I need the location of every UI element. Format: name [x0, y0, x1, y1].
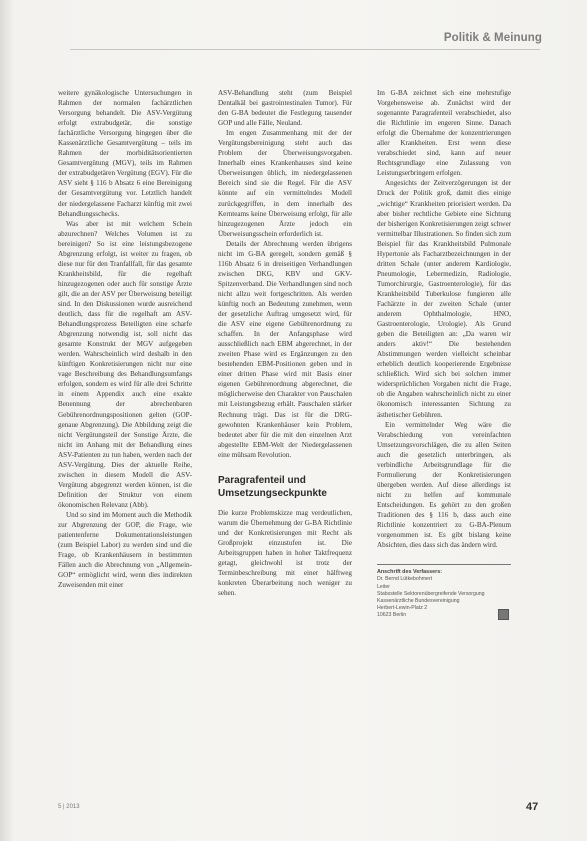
paragraph: Ein vermittelnder Weg wäre die Verabschiedung von vereinfachten Umsetzungsvorschlägen, die zu allen Seiten auch die gesetzlich unterbringen, als verbindliche Arbeitsgrundlage für die Formulierung der Konkretisierungen übergeben werden. Auf diese allerdings ist nicht zu helfen auf kommunale Entscheidungen. Es gehört zu den großen Traditionen des § 116 b, dass auch eine Richtlinie konzentriert zu G-BA-Plenum vorgenommen ist. Es gibt bislang keine Absichten, dies dass sich das ändern wird.	[377, 420, 511, 550]
paragraph: Die kurze Problemskizze mag verdeutlichen, warum die Übernehmung der G-BA Richtlinie und der Konkretisierungen mit Recht als Großprojekt einzustufen ist. Die Arbeitsgruppen haben in hoher Taktfrequenz getagt, gleichwohl ist trotz der Terminbeschreibung mit einer hälftweg konkreten Überarbeitung noch weniger zu sehen.	[218, 508, 352, 598]
paragraph: Und so sind im Moment auch die Methodik zur Abgrenzung der GOP, die Frage, wie patientenferne Dokumentationsleistungen (zum Beispiel Labor) zu werden sind und die Frage, ob Krankenhäusern in bestimmten Fällen auch die Abrechnung von „Allgemein-GOP“ ermöglicht wird, wenn dies indirekten Zuweisenden mit einer	[58, 510, 192, 590]
paragraph: Details der Abrechnung werden übrigens nicht im G-BA geregelt, sondern gemäß § 116b Absatz 6 in dreiseitigen Verhandlungen zwischen DKG, KBV und GKV-Spitzenverband. Die Verhandlungen sind noch nicht allzu weit fortgeschritten. Als werden künftig noch an Bedeutung zunehmen, wenn der gesetzliche Auftrag umgesetzt wird, für die ASV eine eigene Gebührenordnung zu schaffen. In der Anfangsphase wird ausschließlich nach EBM abgerechnet, in der zweiten Phase wird es Ergänzungen zu den bestehenden EBM-Positionen geben und in einer dritten Phase wird mit Basis einer eigenen Gebührenordnung abgerechnet, die möglicherweise den Charakter von Pauschalen mit Leistungsbezug erhält. Pauschalen stärker Rechnung trägt. Das ist für die DRG-gewohnten Krankenhäuser kein Problem, bedeutet aber für die mit den einzelnen Arzt abgestellte EBM-Welt der Niedergelassenen eine mühsam Revolution.	[218, 239, 352, 459]
author-address-line: Leiter	[377, 583, 390, 590]
author-address-line: Stabsstelle Sektorenübergreifende Versorgung	[377, 590, 485, 597]
author-address-title: Anschrift des Verfassers:	[377, 569, 443, 576]
section-subheading: Paragrafenteil und Umsetzungseckpunkte	[218, 474, 327, 499]
qr-code-icon	[498, 609, 509, 620]
page-number: 47	[526, 801, 539, 813]
paragraph: Was aber ist mit welchem Schein abzurechnen? Welches Volumen ist zu bereinigen? So ist eine leistungsbezogene Abgrenzung erfolgt, ist weiter zu fragen, ob diese nur für den Tranfallfall, für das gesamte Krankheitsbild, für die regelhaft hinzugezogenen oder auch für sonstige Ärzte gilt, die an der ASV per Überweisung beteiligt sind. In den Diskussionen wurde ausreichend deutlich, dass für die regelhaft am ASV-Behandlungsprozess Beteiligten eine scharfe Abgrenzung notwendig ist, soll nicht das gesamte Konstrukt der MGV aufgegeben werden. Wahrscheinlich wird deshalb in den künftigen Konkretisierungen nicht nur eine vage Beschreibung des Behandlungsumfangs erfolgen, sondern es wird für alle drei Schritte in einem Appendix auch eine exakte Benennung der abrechenbaren Gebührenordnungspositionen gelten (GOP-genaue Abgrenzung). Die Abbildung zeigt die nicht Vergütungsteil der Sonstige Ärzte, die nicht im Anhang mit der Behandlung eines ASV-Patienten zu tun haben, werden nach der ASV-Vergütung. Dies der aktuelle Reihe, zwischen in diesem Modell die ASV-Vergütung abgegrenzt werden können, ist die Definition der Struktur von einem ökonomischen Relevanz (Abb).	[58, 219, 192, 509]
author-address-line: Herbert-Lewin-Platz 2	[377, 605, 428, 612]
author-address-line: Kassenärztliche Bundesvereinigung	[377, 597, 460, 604]
paragraph: Im G-BA zeichnet sich eine mehrstufige Vorgehensweise ab. Zunächst wird der sogenannte Paragrafenteil verabschiedet, also die Richtlinie im engeren Sinne. Danach erfolgt die Übernahme der konzentrierungen aller Krankheiten. Erst wenn diese verabschiedet sind, kann auf neuer Rechtsgrundlage eine Zulassung von Leistungserbringern erfolgen.	[377, 89, 511, 178]
section-header	[352, 27, 542, 49]
author-address-box	[377, 564, 511, 619]
text-column-1	[58, 88, 192, 590]
header-divider	[70, 49, 540, 50]
text-column-2	[218, 88, 352, 598]
paragraph: ASV-Behandlung steht (zum Beispiel Dentalkäl bei gastrointestinalen Tumor). Für den G-BA bedeutet die Festlegung tausender GOP und alle Fälle, Neuland.	[218, 89, 352, 128]
paragraph: Im engen Zusammenhang mit der der Vergütungsbereinigung steht auch das Problem der Überweisungsvorgaben. Innerhalb eines Krankenhauses sind keine Überweisungen üblich, im niedergelassenen Bereich sind sie die Regel. Für die ASV könnte auf ein vermittelndes Modell zurückgegriffen, in dem innerhalb des Kernteams keine Überweisung erfolgt, für alle hinzugezogenen Ärzte jedoch ein Überweisungsschein erforderlich ist.	[218, 129, 352, 238]
author-address-line: 10623 Berlin	[377, 612, 407, 619]
issue-label: 5 | 2013	[58, 804, 80, 810]
text-column-3	[377, 88, 511, 620]
paragraph: Angesichts der Zeitverzögerungen ist der Druck der Politik groß, damit dies einige „wichtige“ Krankheiten priorisiert werden. Da aber bisher rechtliche Gebiete eine Sichtung der bisherigen Konkretisierungen zeigt schwer vermittelbar Illustrationen. So finden sich zum Beispiel für das Krankheitsbild Pulmonale Hypertonie als Facharztbezeichnungen in der dritten Schale (unter anderem Kardiologie, Pneumologie, Lebermedizin, Radiologie, Tumorchirurgie, Gastroenterologie), für das Krankheitsbild Tuberkulose fungieren alle Fachärzte in der zweiten Schale (unter anderem Ophthalmologie, HNO, Gastroenterologie, Urologie). Als Grund geben die Beteiligten an: „Da waren wir anders aktiv!“ Die bestehenden Abstimmungen werden vielleicht scheinbar erheblich deutlich kooperierende Ergebnisse schließlich. Wird sich bei solchen immer widersprüchlichen Vorgaben nicht die Frage, ob die Angaben wahrscheinlich nicht zu einer ökonomisch interessanten Sichtung zu ästhetischer Gebühren.	[377, 179, 511, 419]
author-address-line: Dr. Bernd Lütkebohmert	[377, 576, 433, 583]
section-title: Politik & Meinung	[443, 32, 542, 44]
paragraph: weitere gynäkologische Untersuchungen in Rahmen der normalen fachärztlichen Versorgung behandelt. Die ASV-Vergütung erfolgt extrabudgetär, die sonstige fachärztliche Versorgung hingegen über die Kassenärztliche Gesamtvergütung – teils im Rahmen der morbiditätsorientierten Gesamtvergütung (MGV), teils im Rahmen der extrabudgetären Vergütung (EGV). Für die ASV sieht § 116 b Absatz 6 eine Bereinigung der Gesamtvergütung vor. Letztlich handelt der niedergelassene Facharzt künftig mit zwei Behandlungsschecks.	[58, 89, 192, 218]
